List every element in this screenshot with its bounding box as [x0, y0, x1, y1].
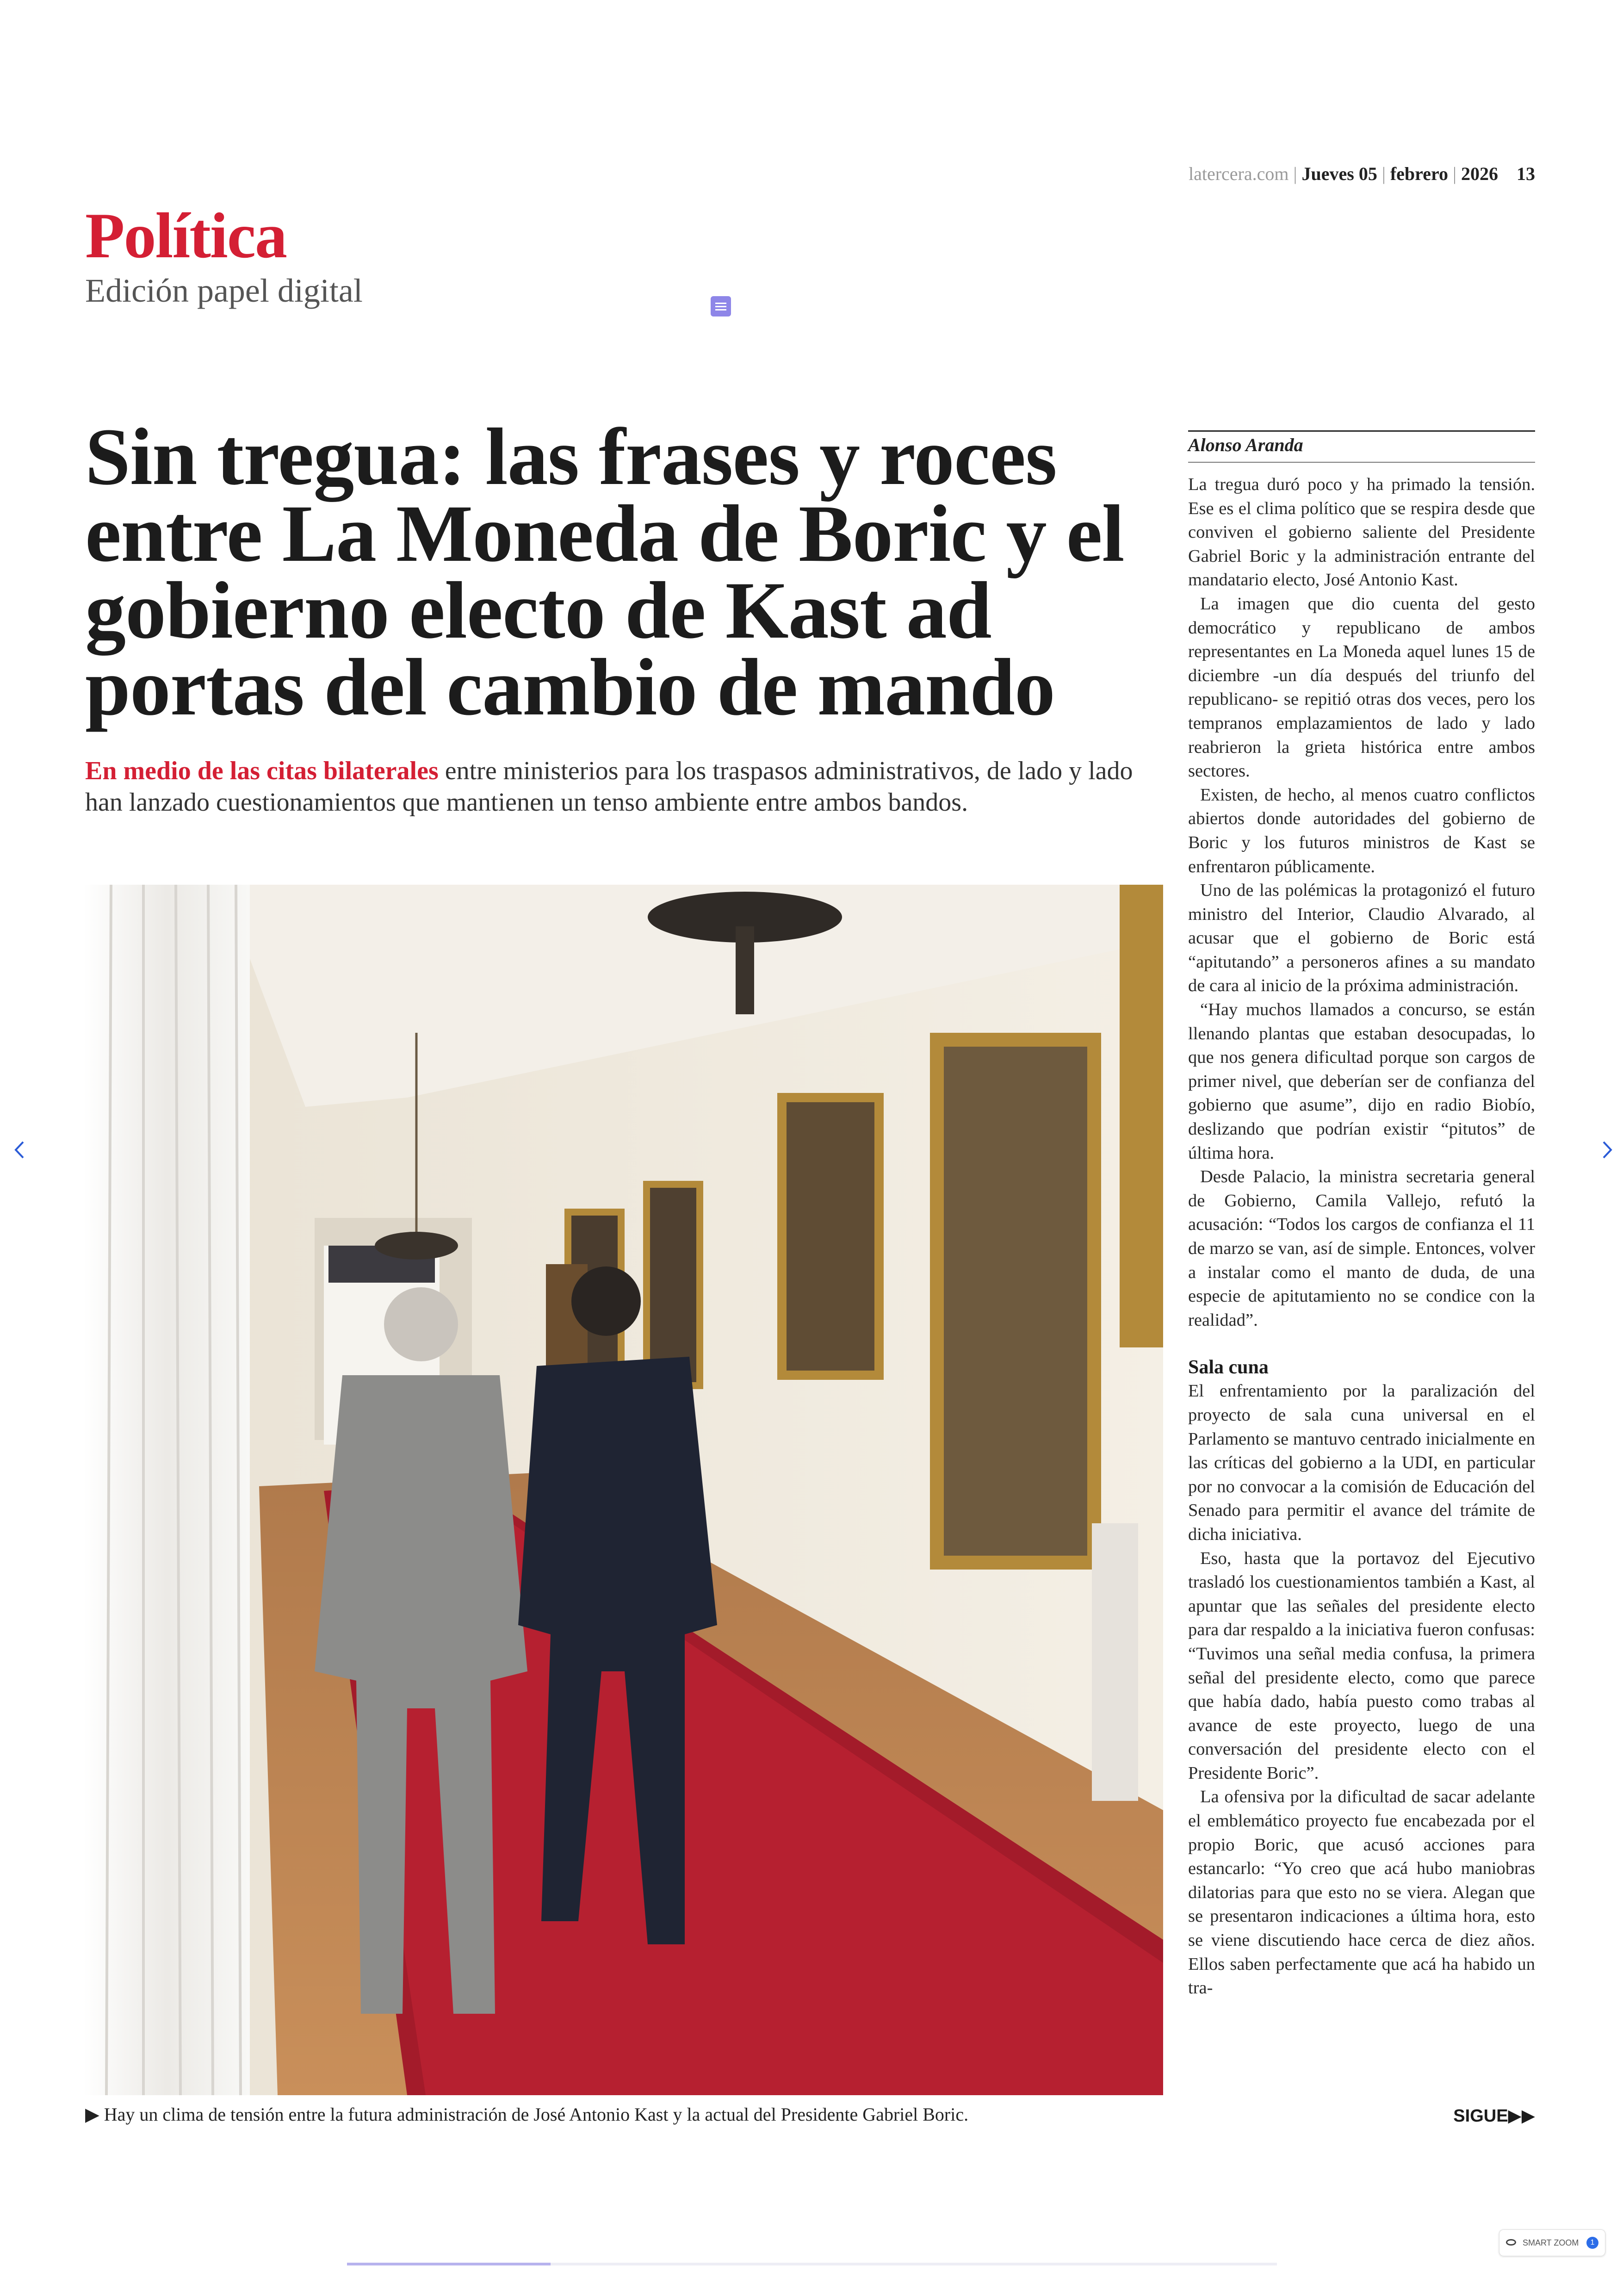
- masthead: latercera.com | Jueves 05 | febrero | 2026 13: [1188, 163, 1535, 184]
- prev-page-icon[interactable]: [8, 1138, 31, 1161]
- body-paragraph: Existen, de hecho, al menos cuatro conflictos abiertos donde autoridades del gobierno de Boric y los futuros ministros de Kast se enfrentaron públicamente.: [1188, 785, 1535, 876]
- continue-label: SIGUE: [1453, 2106, 1508, 2126]
- body-paragraph: “Hay muchos llamados a concurso, se están llenando plantas que estaban desocupadas, lo que nos genera dificultad porque son cargos de primer nivel, que deberían ser de confianza del gobierno que asume”, dijo en radio Biobío, deslizando que podrían existir “pitutos” de última hora.: [1188, 1000, 1535, 1163]
- page-number: 13: [1517, 163, 1535, 184]
- article-body: [1188, 473, 1535, 2000]
- article-photo: [83, 885, 1163, 2095]
- smart-zoom-button[interactable]: [1499, 2229, 1605, 2256]
- body-paragraph: La ofensiva por la dificultad de sacar adelante el emblemático proyecto fue encabezada por el propio Boric, que acusó acciones para estancarlo: “Yo creo que acá hubo maniobras dilatorias para que esto no se viera. Alegan que se presentaron indicaciones a última hora, esto se viene discutiendo hace cerca de diez años. Ellos saben perfectamente que acá ha habido un tra-: [1188, 1787, 1535, 1998]
- body-paragraph: Uno de las polémicas la protagonizó el futuro ministro del Interior, Claudio Alvarado, al acusar que el gobierno de Boric está “apitutando” a personeros afines a su mandato de cara al inicio de la próxima administración.: [1188, 881, 1535, 996]
- lead-text: entre ministerios para los traspasos administrativos, de lado y lado han lanzado cuestionamientos que mantienen un tenso ambiente entre ambos bandos.: [85, 757, 1133, 817]
- body-paragraph: La tregua duró poco y ha primado la tensión. Ese es el clima político que se respira desde que conviven el gobierno saliente del Presidente Gabriel Boric y la administración entrante del mandatario electo, José Antonio Kast.: [1188, 475, 1535, 590]
- date-day: Jueves 05: [1301, 163, 1377, 184]
- info-badge: 1: [1586, 2237, 1598, 2249]
- next-page-icon[interactable]: [1595, 1138, 1618, 1161]
- byline: Alonso Aranda: [1188, 434, 1303, 455]
- date-month: febrero: [1390, 163, 1448, 184]
- byline-rule: [1188, 430, 1535, 432]
- caption-text: Hay un clima de tensión entre la futura administración de José Antonio Kast y la actual del Presidente Gabriel Boric.: [104, 2104, 969, 2125]
- menu-icon[interactable]: [711, 296, 731, 316]
- section-title: Política: [85, 200, 286, 272]
- body-paragraph: Eso, hasta que la portavoz del Ejecutivo trasladó los cuestionamientos también a Kast, al apuntar que las señales del presidente electo para dar respaldo a la iniciativa fueron confusas: “Tuvimos una señal media confusa, la primera señal del presidente electo, como que parece que había dado, había puesto como trabas al avance de este proyecto, luego de una conversación del presidente electo con el Presidente Boric”.: [1188, 1548, 1535, 1783]
- body-paragraph: El enfrentamiento por la paralización del proyecto de sala cuna universal en el Parlamento se mantuvo centrado inicialmente en las críticas del gobierno a la UDI, en particular por no convocar a la comisión de Educación del Senado para permitir el avance del trámite de dicha iniciativa.: [1188, 1381, 1535, 1544]
- lead-paragraph: [85, 755, 1168, 818]
- double-arrow-icon: ▶▶: [1508, 2106, 1535, 2126]
- lead-highlight: En medio de las citas bilaterales: [85, 757, 439, 785]
- headline: Sin tregua: las frases y roces entre La Moneda de Boric y el gobierno electo de Kast ad portas del cambio de mando: [85, 412, 1124, 732]
- body-paragraph: La imagen que dio cuenta del gesto democrático y republicano de ambos representantes en La Moneda aquel lunes 15 de diciembre -un día después del triunfo del republicano- se repitió otras dos veces, pero los tempranos emplazamientos de lado y lado reabrieron la grieta histórica entre ambos sectores.: [1188, 594, 1535, 781]
- caption-arrow-icon: ▶: [85, 2104, 104, 2125]
- page-scrollbar-thumb[interactable]: [347, 2263, 551, 2265]
- continue-link[interactable]: [1453, 2105, 1535, 2126]
- body-paragraph: Desde Palacio, la ministra secretaria general de Gobierno, Camila Vallejo, refutó la acusación: “Todos los cargos de confianza el 11 de marzo se van, así de simple. Entonces, volver a instalar como el manto de duda, de una especie de apitutamiento no se condice con la realidad”.: [1188, 1167, 1535, 1330]
- smart-zoom-label: SMART ZOOM: [1523, 2238, 1579, 2247]
- section-subtitle: Edición papel digital: [85, 272, 363, 309]
- photo-caption: [85, 2104, 968, 2125]
- date-year: 2026: [1461, 163, 1498, 184]
- site-name[interactable]: latercera.com: [1188, 163, 1289, 184]
- eye-icon: [1506, 2239, 1516, 2246]
- body-subhead: Sala cuna: [1188, 1357, 1269, 1378]
- byline-rule: [1188, 462, 1535, 463]
